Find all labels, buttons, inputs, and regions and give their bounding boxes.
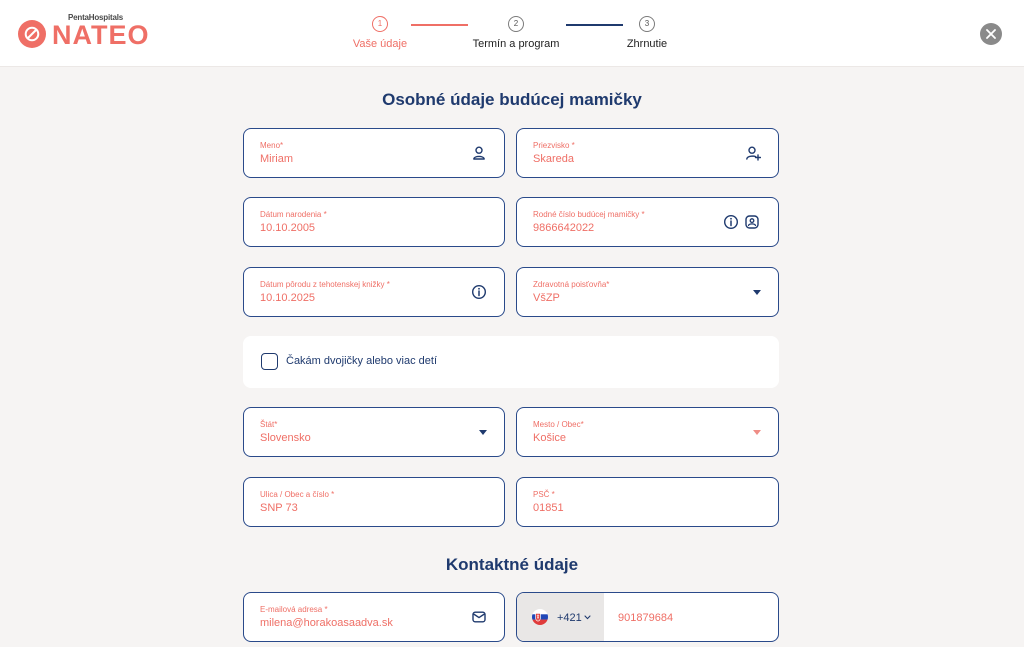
birth-date-label: Dátum narodenia * — [260, 210, 327, 219]
country-label: Štát* — [260, 420, 278, 429]
nateo-logo[interactable] — [18, 13, 148, 49]
city-select[interactable] — [516, 407, 779, 457]
last-name-field[interactable] — [516, 128, 779, 178]
zip-field[interactable] — [516, 477, 779, 527]
zip-label: PSČ * — [533, 490, 555, 499]
due-date-field[interactable] — [243, 267, 505, 317]
caret-down-icon — [753, 430, 761, 435]
insurance-value: VšZP — [533, 292, 560, 304]
email-field[interactable] — [243, 592, 505, 642]
country-code-select[interactable] — [517, 593, 604, 641]
twins-option[interactable] — [243, 336, 779, 388]
close-icon — [986, 29, 996, 39]
email-value: milena@horakoasaadva.sk — [260, 617, 393, 629]
first-name-label: Meno* — [260, 141, 284, 150]
step-connector-1 — [411, 24, 468, 26]
first-name-value: Miriam — [260, 153, 293, 165]
zip-value: 01851 — [533, 502, 564, 514]
due-date-value: 10.10.2025 — [260, 292, 316, 304]
street-value: SNP 73 — [260, 502, 298, 514]
birth-number-field[interactable] — [516, 197, 779, 247]
logo-wordmark: NATEO — [52, 20, 150, 50]
country-value: Slovensko — [260, 432, 311, 444]
step-1-number: 1 — [372, 16, 388, 32]
due-date-label: Dátum pôrodu z tehotenskej knižky * — [260, 280, 390, 289]
birth-date-field[interactable] — [243, 197, 505, 247]
slovakia-flag-icon — [532, 609, 548, 625]
info-icon[interactable] — [471, 284, 487, 300]
step-3-label: Zhrnutie — [626, 38, 668, 50]
phone-number-value: 901879684 — [618, 612, 674, 624]
twins-checkbox-label: Čakám dvojičky alebo viac detí — [286, 355, 438, 367]
city-label: Mesto / Obec* — [533, 420, 584, 429]
insurance-label: Zdravotná poisťovňa* — [533, 280, 610, 289]
street-label: Ulica / Obec a číslo * — [260, 490, 335, 499]
step-1 — [346, 16, 414, 50]
country-select[interactable] — [243, 407, 505, 457]
street-field[interactable] — [243, 477, 505, 527]
city-value: Košice — [533, 432, 567, 444]
user-icon — [471, 145, 487, 161]
close-button[interactable] — [980, 23, 1002, 45]
mail-icon — [471, 609, 487, 625]
birth-number-value: 9866642022 — [533, 222, 595, 234]
step-2 — [470, 16, 562, 50]
birth-date-value: 10.10.2005 — [260, 222, 316, 234]
step-1-label: Vaše údaje — [352, 38, 408, 50]
insurance-select[interactable] — [516, 267, 779, 317]
step-3 — [618, 16, 676, 50]
logo-parent-brand: PentaHospitals — [68, 13, 123, 22]
chevron-down-icon — [584, 615, 591, 620]
caret-down-icon — [753, 290, 761, 295]
user-add-icon — [745, 145, 761, 161]
top-header — [0, 0, 1024, 67]
twins-checkbox[interactable] — [261, 353, 278, 370]
contact-section-title: Kontaktné údaje — [445, 555, 579, 574]
step-2-label: Termín a program — [472, 38, 560, 50]
step-3-number: 3 — [639, 16, 655, 32]
phone-prefix: +421 — [557, 612, 582, 624]
id-card-icon — [744, 214, 760, 230]
first-name-field[interactable] — [243, 128, 505, 178]
step-2-number: 2 — [508, 16, 524, 32]
caret-down-icon — [479, 430, 487, 435]
birth-number-label: Rodné číslo budúcej mamičky * — [533, 210, 645, 219]
nateo-logo-mark-icon — [18, 20, 46, 48]
step-connector-2 — [566, 24, 623, 26]
phone-field[interactable] — [516, 592, 779, 642]
info-icon[interactable] — [723, 214, 739, 230]
last-name-value: Skareda — [533, 153, 574, 165]
last-name-label: Priezvisko * — [533, 141, 575, 150]
personal-section-title: Osobné údaje budúcej mamičky — [382, 90, 642, 109]
email-label: E-mailová adresa * — [260, 605, 328, 614]
